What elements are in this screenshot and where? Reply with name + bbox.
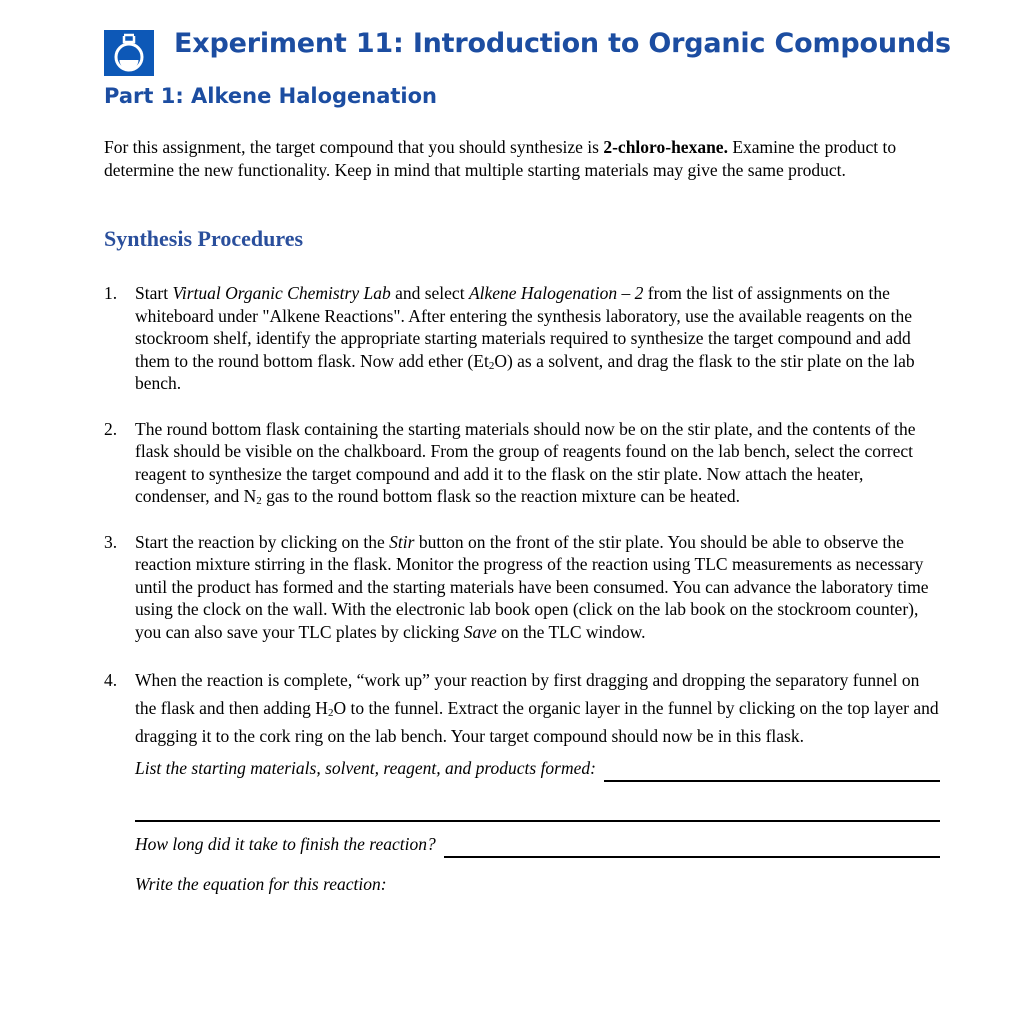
step-italic: Save [463, 621, 497, 642]
step-text: When the reaction is complete, “work up” your reaction by first dragging and dropping the separatory funnel on the flask and then adding H [135, 670, 920, 718]
target-compound: 2-chloro-hexane. [603, 137, 728, 157]
step-text: on the TLC window. [496, 621, 646, 642]
procedure-list [104, 282, 940, 898]
answer-blank-materials-2[interactable] [135, 820, 940, 822]
step-text: Start [135, 283, 173, 303]
step-italic: Stir [389, 531, 415, 552]
step-text: Start the reaction by clicking on the [135, 531, 390, 552]
question-equation [135, 870, 940, 898]
question-time [135, 830, 940, 858]
question-label: List the starting materials, solvent, reagent, and products formed: [135, 758, 596, 778]
section-heading: Synthesis Procedures [104, 226, 304, 251]
answer-blank-time[interactable] [444, 836, 940, 858]
step-number: 1. [104, 283, 118, 303]
list-item [104, 282, 940, 395]
list-item [104, 666, 940, 898]
page-title: Experiment 11: Introduction to Organic Compounds [174, 28, 951, 59]
step-text: from the list of assignments on the whiteboard under "Alkene Reactions". After entering the synthesis laboratory, use the available reagents on the stockroom shelf, identify the appropriate starting materials required to synthesize the target compound and add them to the round bottom flask. Now add ether (Et [135, 283, 913, 371]
step-text: O) as a solvent, and drag the flask to the stir plate on the lab bench. [135, 350, 915, 393]
step-italic: Virtual Organic Chemistry Lab [172, 283, 391, 303]
step-text: O to the funnel. Extract the organic layer in the funnel by clicking on the top layer and dragging it to the cork ring on the lab bench. Your target compound should now be in this flask. [135, 698, 939, 746]
intro-text-rest: Examine the product to determine the new functionality. Keep in mind that multiple starting materials may give the same product. [104, 137, 897, 180]
step-italic: Alkene Halogenation – 2 [468, 283, 644, 303]
step-number: 3. [104, 531, 118, 552]
question-label: How long did it take to finish the reaction? [135, 834, 436, 854]
question-materials [135, 754, 940, 782]
step-number: 2. [104, 418, 118, 439]
subscript: 2 [256, 495, 262, 507]
step-text: The round bottom flask containing the starting materials should now be on the stir plate, and the contents of the flask should be visible on the chalkboard. From the group of reagents found on the lab bench, select the correct reagent to synthesize the target compound and add it to the flask on the stir plate. Now attach the heater, condenser, and N [135, 418, 916, 506]
subscript: 2 [327, 707, 334, 719]
part-subtitle: Part 1: Alkene Halogenation [104, 84, 438, 108]
list-item [104, 418, 940, 508]
subscript: 2 [488, 359, 495, 372]
question-label: Write the equation for this reaction: [135, 874, 387, 894]
intro-paragraph [104, 136, 924, 181]
answer-blank-materials[interactable] [604, 760, 940, 782]
step-number: 4. [104, 670, 118, 690]
step-text: and select [390, 283, 469, 303]
list-item [104, 531, 940, 644]
step-text: button on the front of the stir plate. You should be able to observe the reaction mixture stirring in the flask. Monitor the progress of the reaction using TLC measurements as necessary until the product has formed and the starting materials have been consumed. You can advance the laboratory time using the clock on the wall. With the electronic lab book open (click on the lab book on the stockroom counter), you can also save your TLC plates by clicking [135, 531, 929, 642]
intro-text: For this assignment, the target compound that you should synthesize is [104, 137, 604, 157]
step-text: gas to the round bottom flask so the reaction mixture can be heated. [261, 486, 740, 506]
flask-logo-icon [104, 30, 154, 76]
